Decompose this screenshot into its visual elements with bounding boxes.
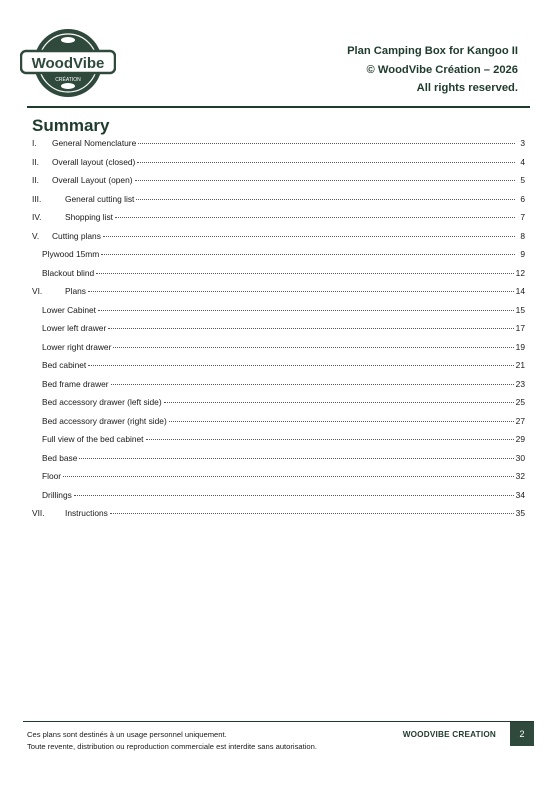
toc-leader-dots: [103, 236, 515, 237]
toc-entry-number: I.: [32, 138, 37, 148]
toc-entry-page: 8: [520, 230, 525, 241]
toc-entry[interactable]: [32, 508, 525, 527]
toc-entry[interactable]: [32, 194, 525, 213]
footer-brand: WOODVIBE CREATION: [402, 730, 496, 739]
toc-entry-label: General Nomenclature: [52, 138, 137, 148]
toc-entry[interactable]: [32, 231, 525, 250]
toc-leader-dots: [88, 291, 514, 292]
toc-leader-dots: [108, 328, 513, 329]
toc-entry[interactable]: [32, 138, 525, 157]
toc-leader-dots: [138, 143, 515, 144]
toc-entry[interactable]: [32, 249, 525, 268]
footer-line-1: Ces plans sont destinés à un usage personnel uniquement.: [27, 730, 227, 739]
toc-entry-label: Bed accessory drawer (left side): [42, 397, 162, 407]
toc-entry[interactable]: [32, 323, 525, 342]
toc-entry[interactable]: [32, 157, 525, 176]
toc-leader-dots: [137, 162, 515, 163]
page-number-badge: 2: [510, 722, 534, 746]
toc-entry-label: Instructions: [65, 508, 108, 518]
summary-title: Summary: [32, 116, 110, 135]
toc-entry-page: 27: [515, 415, 525, 426]
toc-entry-label: Plans: [65, 286, 86, 296]
footer-disclaimer: [27, 729, 317, 753]
toc-entry-page: 5: [520, 175, 525, 185]
woodvibe-logo: [20, 26, 116, 100]
toc-entry-number: III.: [32, 193, 42, 204]
toc-entry-number: IV.: [32, 212, 42, 222]
toc-leader-dots: [96, 273, 514, 274]
toc-entry[interactable]: [32, 490, 525, 509]
toc-entry-page: 15: [515, 304, 525, 315]
toc-entry-page: 12: [515, 267, 525, 278]
toc-entry-label: Lower left drawer: [42, 323, 107, 333]
toc-leader-dots: [136, 199, 515, 200]
toc-entry-page: 19: [515, 341, 525, 352]
header-title: Plan Camping Box for Kangoo II: [347, 45, 518, 57]
toc-entry[interactable]: [32, 434, 525, 453]
toc-leader-dots: [164, 402, 514, 403]
toc-leader-dots: [63, 476, 514, 477]
toc-entry-number: V.: [32, 230, 40, 241]
toc-entry-page: 34: [515, 489, 525, 500]
toc-entry-label: Lower right drawer: [42, 341, 112, 352]
toc-leader-dots: [135, 180, 515, 181]
toc-leader-dots: [146, 439, 514, 440]
toc-entry-number: VI.: [32, 286, 43, 296]
toc-entry-page: 30: [515, 452, 525, 463]
document-header: [347, 42, 518, 98]
toc-entry-label: Cutting plans: [52, 230, 101, 241]
toc-entry[interactable]: [32, 268, 525, 287]
toc-entry-page: 35: [515, 508, 525, 518]
header-rights: All rights reserved.: [416, 82, 518, 94]
toc-entry-number: II.: [32, 175, 39, 185]
header-copyright: © WoodVibe Création – 2026: [366, 63, 518, 76]
toc-entry-page: 6: [520, 193, 525, 204]
toc-entry-label: Plywood 15mm: [42, 249, 100, 259]
toc-entry-number: II.: [32, 156, 39, 167]
toc-entry-page: 23: [515, 378, 525, 389]
toc-entry[interactable]: [32, 397, 525, 416]
toc-entry-label: Blackout blind: [42, 267, 95, 278]
toc-entry-page: 32: [515, 471, 525, 481]
toc-entry-page: 29: [515, 434, 525, 444]
toc-entry-label: Floor: [42, 471, 62, 481]
toc-entry-label: Lower Cabinet: [42, 304, 97, 315]
toc-entry[interactable]: [32, 305, 525, 324]
toc-entry[interactable]: [32, 212, 525, 231]
toc-entry[interactable]: [32, 342, 525, 361]
toc-entry-label: General cutting list: [65, 193, 135, 204]
toc-entry-label: Overall Layout (open): [52, 175, 133, 185]
toc-entry-number: VII.: [32, 508, 45, 518]
toc-leader-dots: [111, 384, 514, 385]
toc-entry-page: 21: [515, 360, 525, 370]
toc-leader-dots: [101, 254, 515, 255]
toc-entry[interactable]: [32, 416, 525, 435]
toc-entry-page: 9: [520, 249, 525, 259]
toc-entry-page: 14: [515, 286, 525, 296]
toc-leader-dots: [110, 513, 514, 514]
logo-sub-text: CRÉATION: [55, 77, 81, 83]
toc-entry-label: Bed cabinet: [42, 360, 87, 370]
table-of-contents: [32, 138, 525, 527]
toc-entry-label: Bed accessory drawer (right side): [42, 415, 167, 426]
toc-entry-page: 17: [515, 323, 525, 333]
toc-entry-label: Bed frame drawer: [42, 378, 109, 389]
toc-leader-dots: [79, 458, 513, 459]
toc-entry[interactable]: [32, 175, 525, 194]
toc-entry-page: 7: [520, 212, 525, 222]
page-footer: [23, 721, 534, 752]
toc-leader-dots: [98, 310, 514, 311]
toc-entry-label: Bed base: [42, 452, 78, 463]
toc-entry[interactable]: [32, 453, 525, 472]
toc-leader-dots: [74, 495, 514, 496]
toc-entry-label: Shopping list: [65, 212, 113, 222]
logo-brand-text: WoodVibe: [31, 55, 105, 72]
toc-entry[interactable]: [32, 360, 525, 379]
toc-entry-page: 4: [520, 156, 525, 167]
toc-entry-label: Drillings: [42, 489, 72, 500]
toc-entry-page: 25: [515, 397, 525, 407]
toc-leader-dots: [115, 217, 515, 218]
toc-entry-label: Full view of the bed cabinet: [42, 434, 144, 444]
toc-leader-dots: [88, 365, 513, 366]
toc-entry-page: 3: [520, 138, 525, 148]
footer-line-2: Toute revente, distribution ou reproduction commerciale est interdite sans autorisation.: [27, 742, 317, 751]
toc-entry-label: Overall layout (closed): [52, 156, 136, 167]
toc-leader-dots: [169, 421, 514, 422]
header-divider: [27, 106, 530, 108]
toc-leader-dots: [113, 347, 513, 348]
toc-entry[interactable]: [32, 471, 525, 490]
toc-entry[interactable]: [32, 379, 525, 398]
toc-entry[interactable]: [32, 286, 525, 305]
